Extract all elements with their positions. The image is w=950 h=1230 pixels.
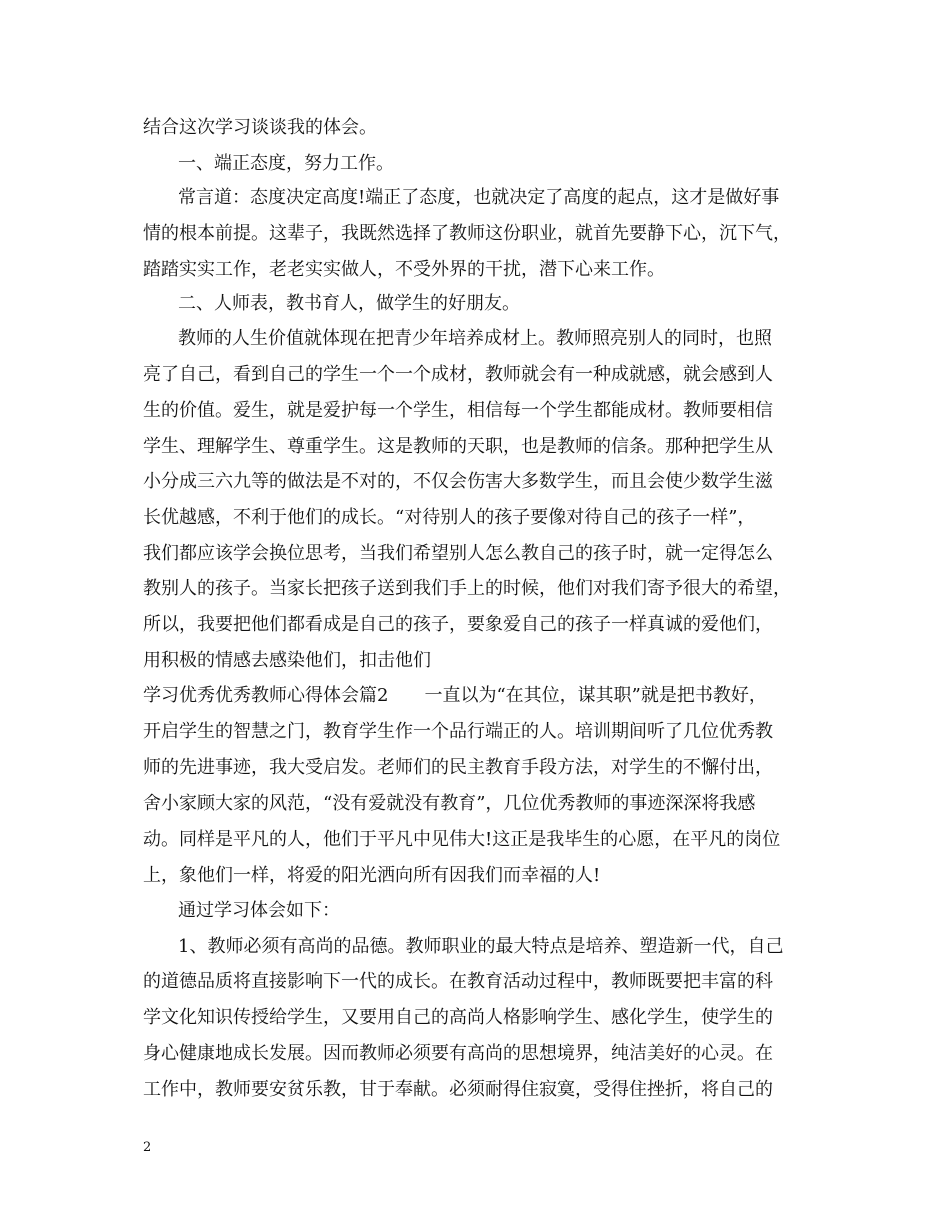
text-line: 开启学生的智慧之门，教育学生作一个品行端正的人。培训期间听了几位优秀教 (143, 721, 773, 742)
text-line: 学文化知识传授给学生，又要用自己的高尚人格影响学生、感化学生，使学生的 (143, 1007, 773, 1028)
text-line: 教别人的孩子。当家长把孩子送到我们手上的时候，他们对我们寄予很大的希望， (143, 578, 791, 599)
text-line: 所以，我要把他们都看成是自己的孩子，要象爱自己的孩子一样真诚的爱他们， (143, 614, 773, 635)
text-line: 学生、理解学生、尊重学生。这是教师的天职，也是教师的信条。那种把学生从 (143, 436, 773, 457)
section-heading: 二、人师表，教书育人，做学生的好朋友。 (178, 293, 520, 314)
text-line: 师的先进事迹，我大受启发。老师们的民主教育手段方法，对学生的不懈付出， (143, 757, 773, 778)
text-line: 工作中，教师要安贫乐教，甘于奉献。必须耐得住寂寞，受得住挫折，将自己的 (143, 1079, 773, 1100)
text-line: 舍小家顾大家的风范，“没有爱就没有教育”，几位优秀教师的事迹深深将我感 (143, 793, 756, 814)
text-line: 亮了自己，看到自己的学生一个一个成材，教师就会有一种成就感，就会感到人 (143, 364, 773, 385)
text-line: 小分成三六九等的做法是不对的，不仅会伤害大多数学生，而且会使少数学生滋 (143, 471, 773, 492)
text-line: 我们都应该学会换位思考，当我们希望别人怎么教自己的孩子时，就一定得怎么 (143, 543, 773, 564)
text-line: 长优越感，不利于他们的成长。“对待别人的孩子要像对待自己的孩子一样”， (143, 507, 756, 528)
text-line: 教师的人生价值就体现在把青少年培养成材上。教师照亮别人的同时，也照 (178, 328, 772, 349)
text-line: 动。同样是平凡的人，他们于平凡中见伟大!这正是我毕生的心愿，在平凡的岗位 (143, 829, 781, 850)
section-heading: 一、端正态度，努力工作。 (178, 153, 394, 174)
text-line: 用积极的情感去感染他们，扣击他们 (143, 650, 431, 671)
text-line: 情的根本前提。这辈子，我既然选择了教师这份职业，就首先要静下心，沉下气， (143, 223, 791, 244)
text-line: 上，象他们一样，将爱的阳光洒向所有因我们而幸福的人! (143, 865, 601, 886)
text-line: 结合这次学习谈谈我的体会。 (143, 117, 377, 138)
section-title: 学习优秀优秀教师心得体会篇2 一直以为“在其位，谋其职”就是把书教好， (143, 685, 767, 706)
page-number: 2 (143, 1140, 152, 1155)
text-line: 身心健康地成长发展。因而教师必须要有高尚的思想境界，纯洁美好的心灵。在 (143, 1043, 773, 1064)
text-line: 生的价值。爱生，就是爱护每一个学生，相信每一个学生都能成材。教师要相信 (143, 400, 773, 421)
text-line: 通过学习体会如下： (178, 900, 340, 921)
text-line: 常言道：态度决定高度!端正了态度，也就决定了高度的起点，这才是做好事 (178, 187, 780, 208)
text-line: 的道德品质将直接影响下一代的成长。在教育活动过程中，教师既要把丰富的科 (143, 971, 773, 992)
text-line: 踏踏实实工作，老老实实做人，不受外界的干扰，潜下心来工作。 (143, 259, 665, 280)
text-line: 1、教师必须有高尚的品德。教师职业的最大特点是培养、塑造新一代，自己 (178, 936, 784, 957)
